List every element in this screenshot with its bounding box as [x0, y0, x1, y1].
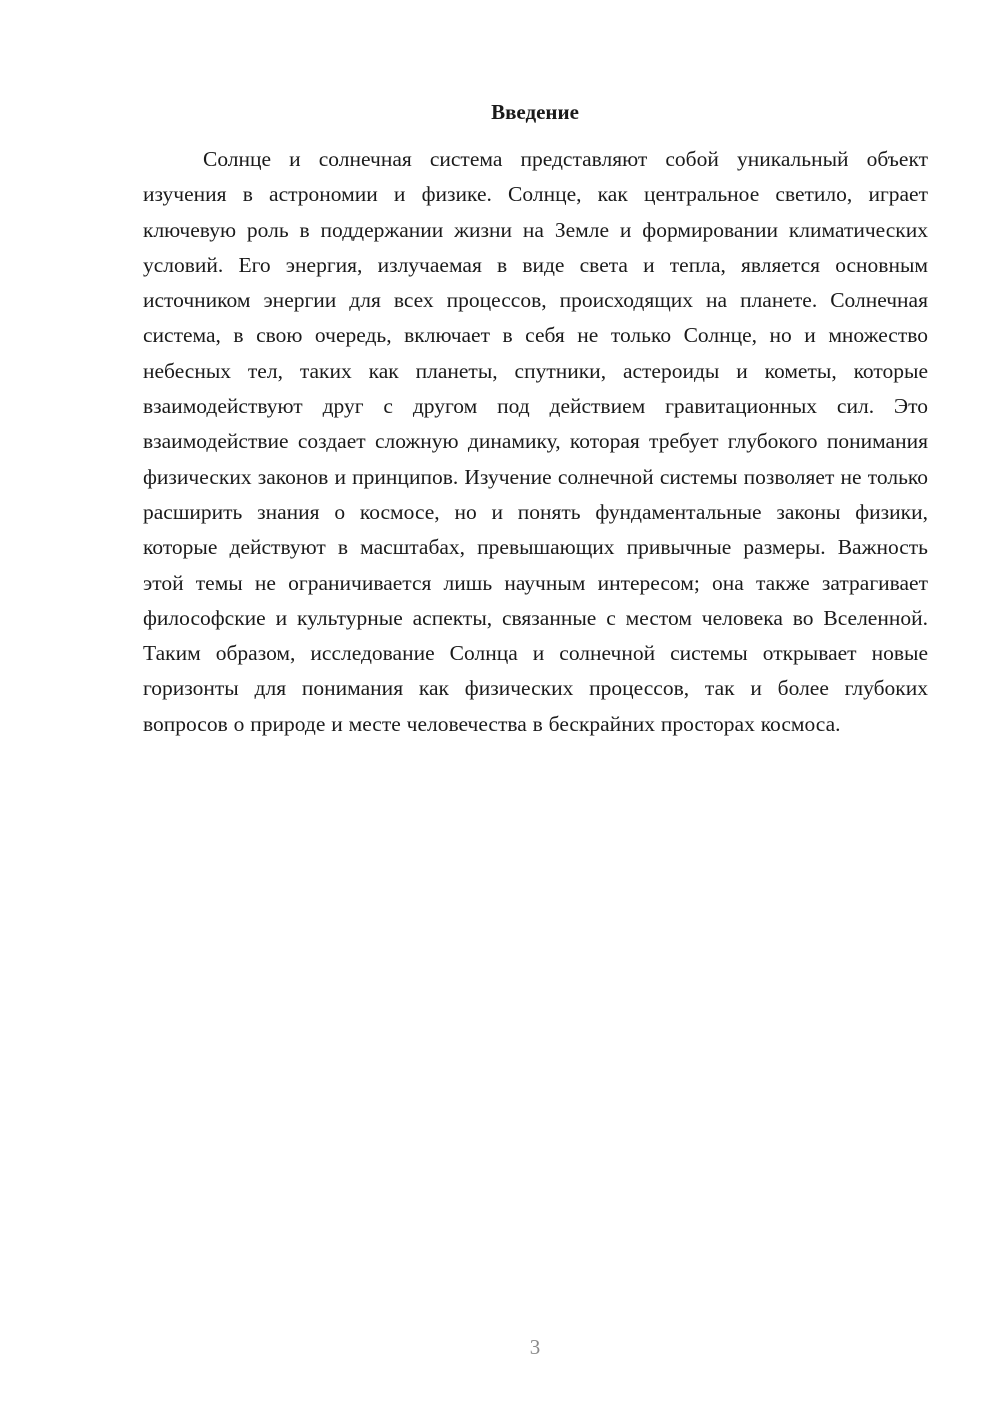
page-number: 3 [529, 1335, 541, 1359]
section-title: Введение [491, 100, 579, 124]
body-paragraph: Солнце и солнечная система представляют собой уникальный объект изучения в астрономии и физике. Солнце, как центральное светило, играет ключевую роль в поддержании жизни на Земле и формировании климатических условий. Его энергия, излучаемая в виде света и тепла, является основным источником энергии для всех процессов, происходящих на планете. Солнечная система, в свою очередь, включает в себя не только Солнце, но и множество небесных тел, таких как планеты, спутники, астероиды и кометы, которые взаимодействуют друг с другом под действием гравитационных сил. Это взаимодействие создает сложную динамику, которая требует глубокого понимания физических законов и принципов. Изучение солнечной системы позволяет не только расширить знания о космосе, но и понять фундаментальные законы физики, которые действуют в масштабах, превышающих привычные размеры. Важность этой темы не ограничивается лишь научным интересом; она также затрагивает философские и культурные аспекты, связанные с местом человека во Вселенной. Таким образом, исследование Солнца и солнечной системы открывает новые горизонты для понимания как физических процессов, так и более глубоких вопросов о природе и месте человечества в бескрайних просторах космоса. [143, 147, 928, 736]
